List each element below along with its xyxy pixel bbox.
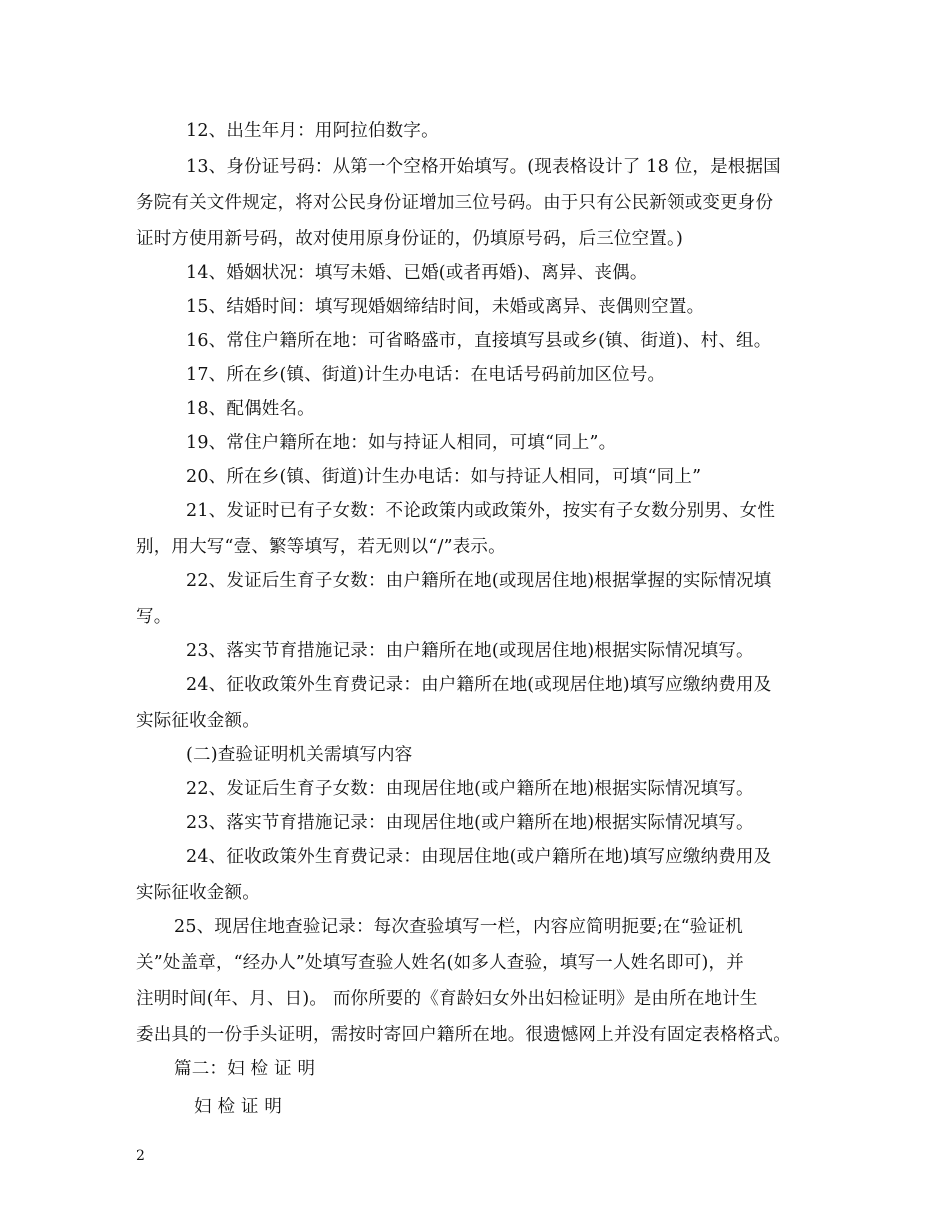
text-line: 14、婚姻状况：填写未婚、已婚(或者再婚)、离异、丧偶。 (186, 263, 648, 283)
text-line: 写。 (136, 607, 172, 627)
text-line: 23、落实节育措施记录：由现居住地(或户籍所在地)根据实际情况填写。 (186, 813, 754, 833)
text-line: 务院有关文件规定，将对公民身份证增加三位号码。由于只有公民新领或变更身份 (136, 193, 774, 213)
text-line: 19、常住户籍所在地：如与持证人相同，可填“同上”。 (186, 433, 617, 453)
text-line: 12、出生年月：用阿拉伯数字。 (186, 121, 439, 141)
text-line: 注明时间(年、月、日)。 而你所要的《育龄妇女外出妇检证明》是由所在地计生 (136, 989, 758, 1009)
text-line: 13、身份证号码：从第一个空格开始填写。(现表格设计了 18 位，是根据国 (186, 157, 781, 177)
text-line: 16、常住户籍所在地：可省略盛市，直接填写县或乡(镇、街道)、村、组。 (186, 331, 772, 351)
text-line: 25、现居住地查验记录：每次查验填写一栏，内容应简明扼要;在“验证机 (174, 917, 743, 937)
text-line: 证时方使用新号码，故对使用原身份证的，仍填原号码，后三位空置。) (136, 229, 683, 249)
text-line: 别，用大写“壹、繁等填写，若无则以“/”表示。 (136, 537, 506, 557)
text-line: 21、发证时已有子女数：不论政策内或政策外，按实有子女数分别男、女性 (186, 501, 776, 521)
text-line: 22、发证后生育子女数：由户籍所在地(或现居住地)根据掌握的实际情况填 (186, 571, 772, 591)
text-line: 委出具的一份手头证明，需按时寄回户籍所在地。很遗憾网上并没有固定表格格式。 (136, 1025, 791, 1045)
text-line: 18、配偶姓名。 (186, 399, 315, 419)
text-line: 24、征收政策外生育费记录：由户籍所在地(或现居住地)填写应缴纳费用及 (186, 675, 772, 695)
text-line: 24、征收政策外生育费记录：由现居住地(或户籍所在地)填写应缴纳费用及 (186, 847, 772, 867)
text-line: 关”处盖章，“经办人”处填写查验人姓名(如多人查验，填写一人姓名即可)，并 (136, 953, 744, 973)
text-line: 实际征收金额。 (136, 883, 260, 903)
text-line: 15、结婚时间：填写现婚姻缔结时间，未婚或离异、丧偶则空置。 (186, 297, 705, 317)
page-number: 2 (136, 1148, 145, 1164)
text-line: 实际征收金额。 (136, 711, 260, 731)
section-heading: 妇 检 证 明 (194, 1097, 283, 1117)
text-line: 20、所在乡(镇、街道)计生办电话：如与持证人相同，可填“同上” (186, 467, 702, 487)
text-line: 22、发证后生育子女数：由现居住地(或户籍所在地)根据实际情况填写。 (186, 779, 754, 799)
section-heading: (二)查验证明机关需填写内容 (186, 745, 413, 765)
text-line: 17、所在乡(镇、街道)计生办电话：在电话号码前加区位号。 (186, 365, 666, 385)
section-heading: 篇二：妇 检 证 明 (174, 1059, 316, 1079)
text-line: 23、落实节育措施记录：由户籍所在地(或现居住地)根据实际情况填写。 (186, 641, 754, 661)
